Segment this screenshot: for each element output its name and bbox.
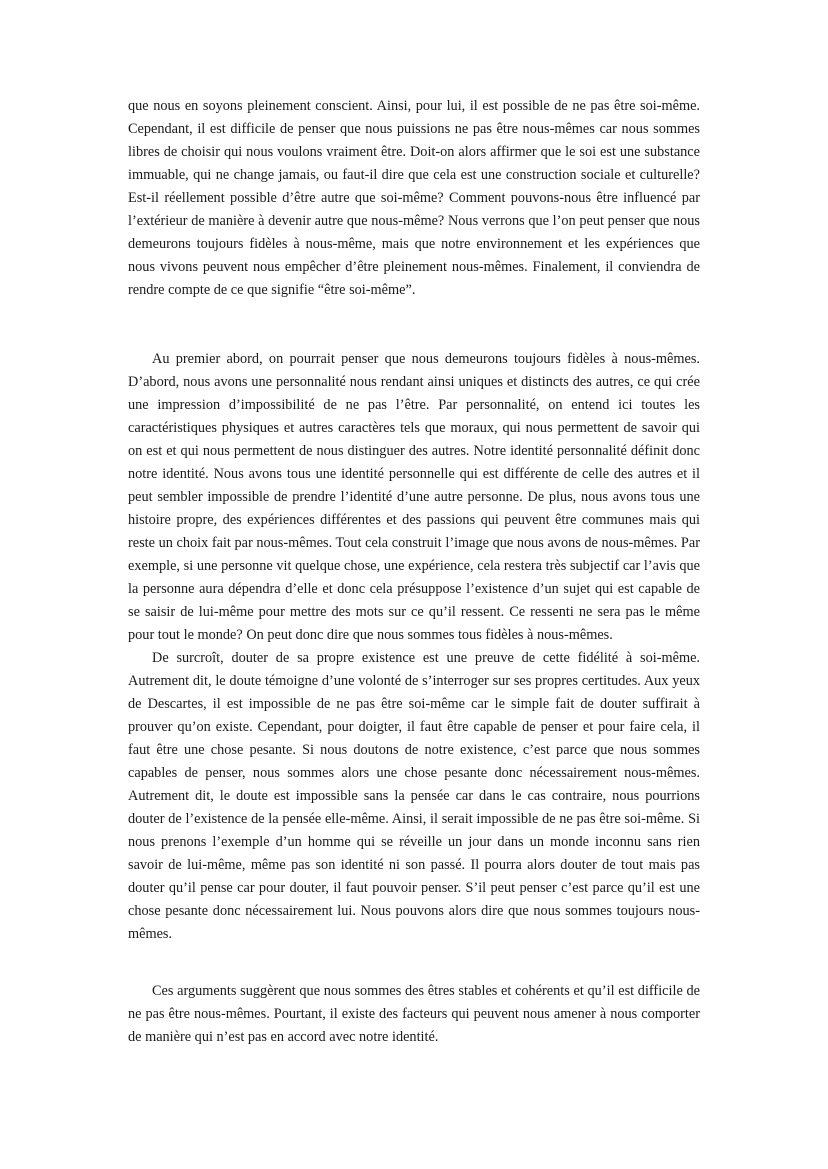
document-page [128, 95, 700, 1049]
paragraph-introduction-end: que nous en soyons pleinement conscient. Ainsi, pour lui, il est possible de ne pas être soi-même. Cependant, il est difficile de penser que nous puissions ne pas être nous-mêmes car nous sommes libres de choisir qui nous voulons vraiment être. Doit-on alors affirmer que le soi est une substance immuable, qui ne change jamais, ou faut-il dire que cela est une construction sociale et culturelle? Est-il réellement possible d’être autre que soi-même? Comment pouvons-nous être influencé par l’extérieur de manière à devenir autre que nous-même? Nous verrons que l’on peut penser que nous demeurons toujours fidèles à nous-même, mais que notre environnement et les expériences que nous vivons peuvent nous empêcher d’être pleinement nous-mêmes. Finalement, il conviendra de rendre compte de ce que signifie “être soi-même”. [128, 98, 700, 298]
paragraph-personality-argument: Au premier abord, on pourrait penser que nous demeurons toujours fidèles à nous-mêmes. D’abord, nous avons une personnalité nous rendant ainsi uniques et distincts des autres, ce qui crée une impression d’impossibilité de ne pas l’être. Par personnalité, on entend ici toutes les caractéristiques physiques et autres caractères tels que moraux, qui nous permettent de savoir qui on est et qui nous permettent de nous distinguer des autres. Notre identité personnalité définit donc notre identité. Nous avons tous une identité personnelle qui est différente de celle des autres et il peut sembler impossible de prendre l’identité d’une autre personne. De plus, nous avons tous une histoire propre, des expériences différentes et des passions qui peuvent être communes mais qui reste un choix fait par nous-mêmes. Tout cela construit l’image que nous avons de nous-mêmes. Par exemple, si une personne vit quelque chose, une expérience, cela restera très subjectif car l’avis que la personne aura dépendra d’elle et donc cela présuppose l’existence d’un sujet qui est capable de se saisir de lui-même pour mettre des mots sur ce qu’il ressent. Ce ressenti ne sera pas le même pour tout le monde? On peut donc dire que nous sommes tous fidèles à nous-mêmes. [128, 351, 700, 643]
paragraph-transition: Ces arguments suggèrent que nous sommes des êtres stables et cohérents et qu’il est difficile de ne pas être nous-mêmes. Pourtant, il existe des facteurs qui peuvent nous amener à nous comporter de manière qui n’est pas en accord avec notre identité. [128, 983, 700, 1045]
paragraph-doubt-argument: De surcroît, douter de sa propre existence est une preuve de cette fidélité à soi-même. Autrement dit, le doute témoigne d’une volonté de s’interroger sur ses propres certitudes. Aux yeux de Descartes, il est impossible de ne pas être soi-même car le simple fait de douter suffirait à prouver qu’on existe. Cependant, pour doigter, il faut être capable de penser et pour faire cela, il faut être une chose pesante. Si nous doutons de notre existence, c’est parce que nous sommes capables de penser, nous sommes alors une chose pesante donc nécessairement nous-mêmes. Autrement dit, le doute est impossible sans la pensée car dans le cas contraire, nous pourrions douter de l’existence de la pensée elle-même. Ainsi, il serait impossible de ne pas être soi-même. Si nous prenons l’exemple d’un homme qui se réveille un jour dans un monde inconnu sans rien savoir de lui-même, même pas son identité ni son passé. Il pourra alors douter de tout mais pas douter qu’il pense car pour douter, il faut pouvoir penser. S’il peut penser c’est parce qu’il est une chose pesante donc nécessairement lui. Nous pouvons alors dire que nous sommes toujours nous-mêmes. [128, 650, 700, 942]
